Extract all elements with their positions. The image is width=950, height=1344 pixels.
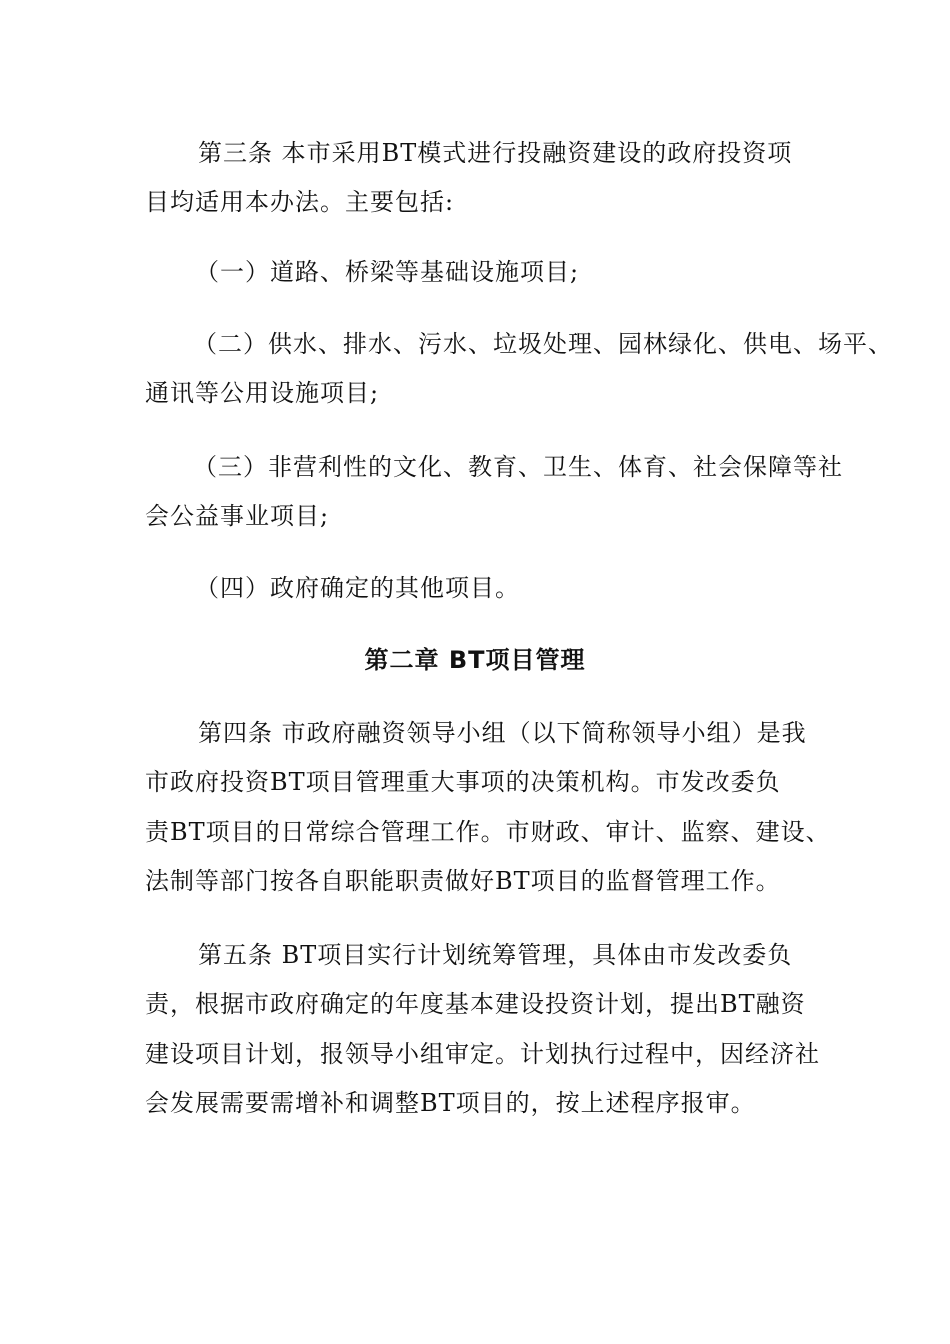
item-1-line-1: （一）道路、桥梁等基础设施项目; xyxy=(195,258,580,286)
article-5-line-4: 会发展需要需增补和调整BT项目的，按上述程序报审。 xyxy=(145,1089,756,1117)
article-4-line-4: 法制等部门按各自职能职责做好BT项目的监督管理工作。 xyxy=(145,867,781,895)
article-5-line-3: 建设项目计划，报领导小组审定。计划执行过程中，因经济社 xyxy=(145,1040,820,1068)
article-4-line-3: 责BT项目的日常综合管理工作。市财政、审计、监察、建设、 xyxy=(145,818,831,846)
article-3-line-2: 目均适用本办法。主要包括: xyxy=(145,188,455,216)
article-4-line-2: 市政府投资BT项目管理重大事项的决策机构。市发改委负 xyxy=(145,768,781,796)
item-2-line-2: 通讯等公用设施项目; xyxy=(145,379,380,407)
article-4-line-1: 第四条 市政府融资领导小组（以下简称领导小组）是我 xyxy=(198,719,807,747)
item-3-line-1: （三）非营利性的文化、教育、卫生、体育、社会保障等社 xyxy=(193,453,843,481)
article-5-line-1: 第五条 BT项目实行计划统筹管理，具体由市发改委负 xyxy=(198,941,793,969)
article-5-line-2: 责，根据市政府确定的年度基本建设投资计划，提出BT融资 xyxy=(145,990,806,1018)
item-3-line-2: 会公益事业项目; xyxy=(145,502,330,530)
article-3-line-1: 第三条 本市采用BT模式进行投融资建设的政府投资项 xyxy=(198,139,793,167)
item-4-line-1: （四）政府确定的其他项目。 xyxy=(195,574,520,602)
chapter-2-heading: 第二章 BT项目管理 xyxy=(364,646,586,674)
item-2-line-1: （二）供水、排水、污水、垃圾处理、园林绿化、供电、场平、 xyxy=(193,330,893,358)
